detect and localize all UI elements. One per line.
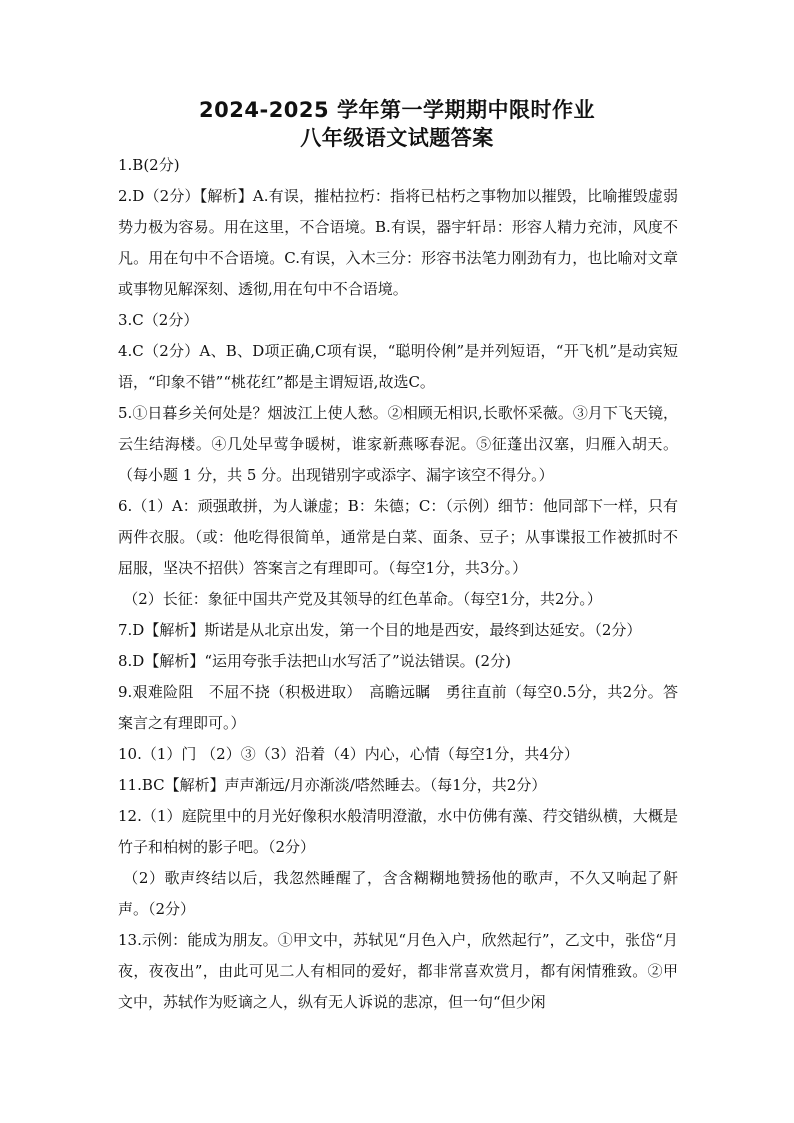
answer-list	[118, 150, 678, 1018]
title-block	[0, 96, 794, 152]
answer-12-part-2: （2）歌声终结以后，我忽然睡醒了，含含糊糊地赞扬他的歌声，不久又响起了鼾声。（2分）	[118, 869, 678, 918]
document-title: 2024-2025 学年第一学期期中限时作业	[199, 98, 595, 122]
answer-6-part-1: 6.（1）A：顽强敢拼，为人谦虚；B：朱德；C：（示例）细节：他同部下一样，只有两件衣服。（或：他吃得很简单，通常是白菜、面条、豆子；从事谍报工作被抓时不屈服，坚决不招供）答案言之有理即可。（每空1分，共3分。）	[118, 497, 678, 577]
answer-2: 2.D（2分）【解析】A.有误，摧枯拉朽：指将已枯朽之事物加以摧毁，比喻摧毁虚弱势力极为容易。用在这里，不合语境。B.有误，器宇轩昂：形容人精力充沛，风度不凡。用在句中不合语境。C.有误，入木三分：形容书法笔力刚劲有力，也比喻对文章或事物见解深刻、透彻,用在句中不合语境。	[118, 187, 678, 298]
answer-8: 8.D【解析】“运用夸张手法把山水写活了”说法错误。(2分)	[118, 652, 511, 670]
answer-1: 1.B(2分)	[118, 156, 180, 174]
answer-13: 13.示例：能成为朋友。①甲文中，苏轼见“月色入户，欣然起行”，乙文中，张岱“月夜，夜夜出”，由此可见二人有相同的爱好，都非常喜欢赏月，都有闲情雅致。②甲文中，苏轼作为贬谪之人，纵有无人诉说的悲凉，但一句“但少闲	[118, 931, 678, 1011]
answer-11: 11.BC【解析】声声渐远/月亦渐淡/嗒然睡去。（每1分，共2分）	[118, 776, 547, 794]
answer-4: 4.C（2分）A、B、D项正确,C项有误，“聪明伶俐”是并列短语，“开飞机”是动宾短语，“印象不错”“桃花红”都是主谓短语,故选C。	[118, 342, 678, 391]
document-subtitle: 八年级语文试题答案	[300, 126, 494, 150]
answer-5: 5.①日暮乡关何处是？烟波江上使人愁。②相顾无相识,长歌怀采薇。③月下飞天镜，云生结海楼。④几处早莺争暖树，谁家新燕啄春泥。⑤征蓬出汉塞，归雁入胡天。（每小题 1 分，共 5 分。出现错别字或添字、漏字该空不得分。）	[118, 404, 678, 484]
answer-10: 10.（1）门 （2）③（3）沿着（4）内心，心情（每空1分，共4分）	[118, 745, 579, 763]
answer-7: 7.D【解析】斯诺是从北京出发，第一个目的地是西安，最终到达延安。（2分）	[118, 621, 642, 639]
answer-12-part-1: 12.（1）庭院里中的月光好像积水般清明澄澈，水中仿佛有藻、荇交错纵横，大概是竹子和柏树的影子吧。（2分）	[118, 807, 678, 856]
answer-3: 3.C（2分）	[118, 311, 199, 329]
answer-6-part-2: （2）长征：象征中国共产党及其领导的红色革命。（每空1分，共2分。）	[123, 590, 602, 608]
answer-9: 9.艰难险阻 不屈不挠（积极进取） 高瞻远瞩 勇往直前（每空0.5分，共2分。答案言之有理即可。）	[118, 683, 678, 732]
